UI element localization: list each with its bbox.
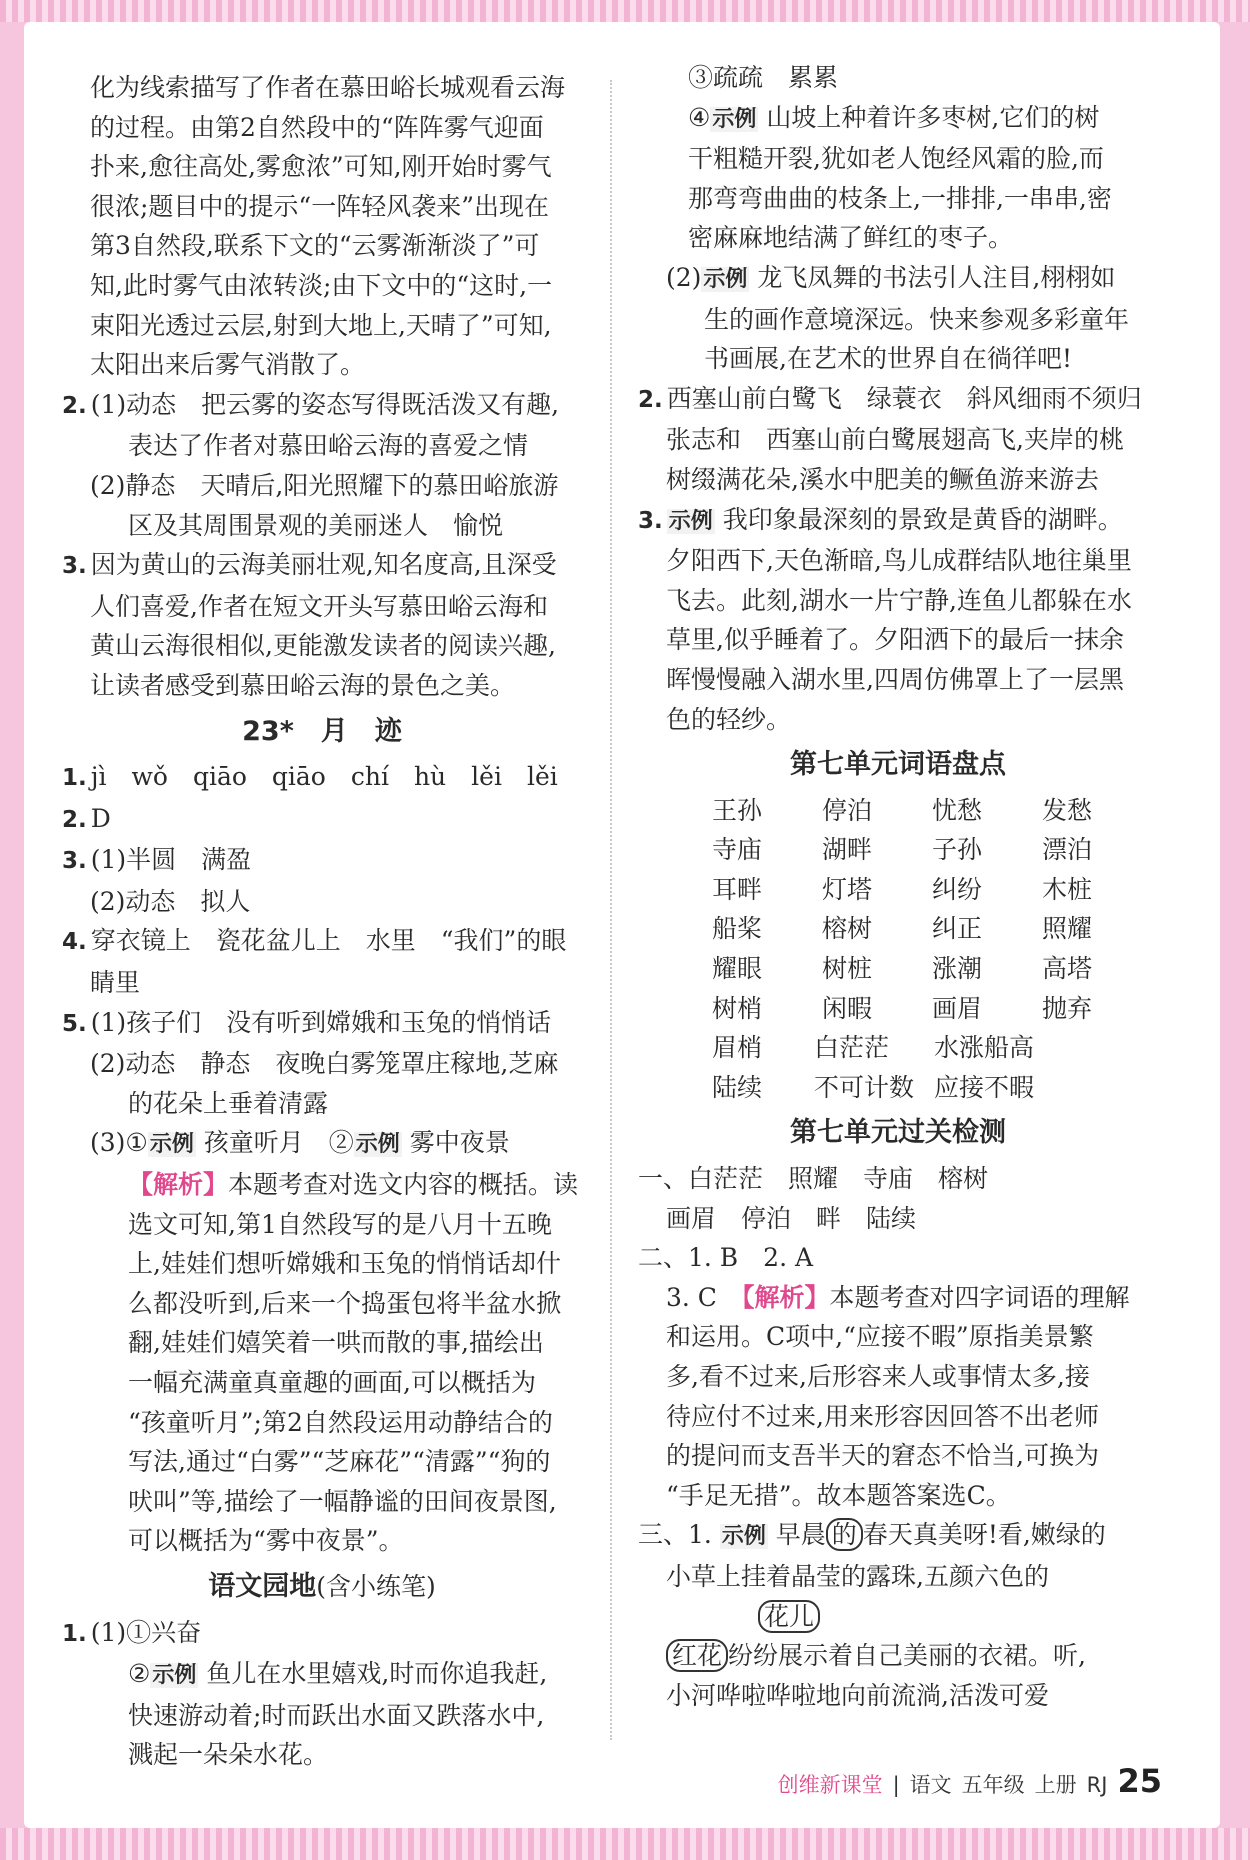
- question-number: 3.: [62, 553, 87, 580]
- word: 船桨: [712, 914, 763, 944]
- question-number: 5.: [62, 1010, 87, 1037]
- text-line: 可以概括为“雾中夜景”。: [128, 1526, 404, 1556]
- text-fragment: 三、1.: [638, 1520, 720, 1550]
- brand-name: 创维新课堂: [777, 1773, 883, 1797]
- question-number: 1.: [62, 1620, 87, 1647]
- right-column: [638, 58, 1158, 1715]
- text-fragment: (2): [666, 262, 702, 292]
- garden-answer-1: [62, 1613, 582, 1775]
- example-tag: 示例: [668, 508, 713, 534]
- garden-answer-3: [638, 500, 1158, 740]
- word: 子孙: [932, 835, 983, 865]
- text-line: 化为线索描写了作者在慕田峪长城观看云海: [90, 73, 566, 102]
- word: 树桩: [822, 954, 873, 984]
- word: 纠纷: [932, 874, 983, 904]
- word-grid: [638, 791, 1152, 1029]
- text-line: [62, 1654, 547, 1696]
- word: 榕树: [822, 914, 873, 944]
- s23-answer-4: [62, 921, 582, 1002]
- text-line: “手足无措”。故本题答案选C。: [666, 1480, 1011, 1510]
- example-tag: 示例: [152, 1663, 197, 1689]
- analysis-continued: [62, 68, 582, 385]
- text-line: 密麻麻地结满了鲜红的枣子。: [688, 223, 1014, 253]
- text-line: 上,娃娃们想听嫦娥和玉兔的悄悄话却什: [128, 1249, 561, 1279]
- word: 水涨船高: [934, 1033, 1035, 1063]
- text-line: 生的画作意境深远。快来参观多彩童年: [704, 304, 1130, 334]
- s23-answer-2: [62, 799, 582, 841]
- grade: 五年级: [961, 1773, 1025, 1797]
- text-line: [638, 1278, 1129, 1318]
- answer-2: [62, 385, 582, 545]
- text-line: (1)①兴奋: [90, 1617, 202, 1647]
- text-line: D: [90, 803, 111, 833]
- example-tag: 示例: [703, 266, 748, 292]
- word: 眉梢: [712, 1033, 763, 1063]
- text-fragment: 孩童听月 ②: [195, 1128, 354, 1158]
- word: 抛弃: [1042, 993, 1093, 1023]
- word-row-7: [638, 1028, 1158, 1068]
- word: 湖畔: [822, 835, 873, 865]
- text-fragment: 龙飞凤舞的书法引人注目,栩栩如: [749, 262, 1116, 292]
- word: 纠正: [932, 914, 983, 944]
- text-line: 一幅充满童真童趣的画面,可以概括为: [128, 1368, 536, 1397]
- word: 画眉: [932, 993, 983, 1023]
- text-line: 的花朵上垂着清露: [128, 1088, 329, 1118]
- s23-answer-5: [62, 1003, 582, 1165]
- garden-subtitle: (含小练笔): [316, 1571, 436, 1601]
- question-number: 2.: [62, 806, 87, 833]
- answer-3: [62, 545, 582, 705]
- text-line: “孩童听月”;第2自然段运用动静结合的: [128, 1407, 553, 1437]
- garden-title: 语文园地: [208, 1570, 317, 1602]
- section-title-test: 第七单元过关检测: [790, 1117, 1006, 1149]
- word: 木桩: [1042, 874, 1093, 904]
- question-number: 4.: [62, 929, 87, 956]
- text-line: 和运用。C项中,“应接不暇”原指美景繁: [666, 1322, 1094, 1352]
- garden-answer-2: [638, 379, 1158, 500]
- word: 不可计数: [814, 1072, 915, 1102]
- text-line: (2)静态 天晴后,阳光照耀下的慕田峪旅游: [90, 470, 559, 500]
- text-line: 表达了作者对慕田峪云海的喜爱之情: [128, 431, 529, 461]
- word: 白茫茫: [814, 1033, 890, 1063]
- section-title-23: 23* 月 迹: [242, 715, 402, 747]
- word: 漂泊: [1042, 835, 1093, 865]
- example-tag: 示例: [355, 1132, 400, 1158]
- insertion-mark: [638, 1597, 820, 1637]
- border-top: [0, 0, 1250, 22]
- text-line: 穿衣镜上 瓷花盆儿上 水里 “我们”的眼: [90, 926, 567, 956]
- text-fragment: 3. C: [666, 1282, 742, 1312]
- text-fragment: (3)①: [90, 1128, 148, 1158]
- word: 照耀: [1042, 914, 1093, 944]
- text-line: 张志和 西塞山前白鹭展翅高飞,夹岸的桃: [666, 425, 1124, 455]
- text-line: 二、1. B 2. A: [638, 1243, 814, 1273]
- text-line: 夕阳西下,天色渐暗,鸟儿成群结队地往巢里: [666, 546, 1132, 576]
- garden-answer-1-2: [638, 258, 1158, 379]
- section-title-garden: [62, 1567, 582, 1607]
- text-line: 翻,娃娃们嬉笑着一哄而散的事,描绘出: [128, 1328, 544, 1358]
- text-line: 吠叫”等,描绘了一幅静谧的田间夜景图,: [128, 1486, 557, 1516]
- test-part-2: [638, 1238, 1158, 1515]
- text-fragment: 纷纷展示着自己美丽的衣裙。听,: [728, 1641, 1086, 1671]
- text-line: 晖慢慢融入湖水里,四周仿佛罩上了一层黑: [666, 664, 1124, 694]
- question-number: 2.: [638, 386, 663, 413]
- text-line: [638, 1636, 1086, 1676]
- text-line: 我印象最深刻的景致是黄昏的湖畔。: [714, 504, 1123, 534]
- text-line: 溅起一朵朵水花。: [128, 1740, 329, 1770]
- word: 发愁: [1042, 795, 1093, 825]
- text-line: 束阳光透过云层,射到大地上,天晴了”可知,: [90, 310, 552, 340]
- word: 陆续: [712, 1072, 763, 1102]
- text-line: 区及其周围景观的美丽迷人 愉悦: [128, 510, 504, 540]
- word: 闲暇: [822, 993, 873, 1023]
- page-footer: [778, 1762, 1162, 1800]
- text-line: 的过程。由第2自然段中的“阵阵雾气迎面: [90, 112, 544, 142]
- text-fragment: 雾中夜景: [401, 1128, 510, 1158]
- text-line: 快速游动着;时而跃出水面又跌落水中,: [128, 1700, 545, 1730]
- question-number: 3.: [638, 507, 663, 534]
- text-line: 色的轻纱。: [666, 704, 792, 734]
- text-line: 书画展,在艺术的世界自在徜徉吧!: [704, 344, 1072, 374]
- example-tag: 示例: [149, 1132, 194, 1158]
- text-line: 画眉 停泊 畔 陆续: [666, 1203, 917, 1233]
- text-line: 本题考查对选文内容的概括。读: [228, 1170, 579, 1200]
- text-fragment: 鱼儿在水里嬉戏,时而你追我赶,: [198, 1659, 548, 1689]
- text-line: 黄山云海很相似,更能激发读者的阅读兴趣,: [90, 631, 556, 661]
- text-line: 干粗糙开裂,犹如老人饱经风霜的脸,而: [688, 144, 1104, 174]
- s23-analysis: [62, 1165, 582, 1561]
- word: 王孙: [712, 795, 763, 825]
- text-line: 多,看不过来,后形容来人或事情太多,接: [666, 1362, 1090, 1391]
- text-fragment: 真美呀!看,嫩绿的: [912, 1520, 1106, 1550]
- circled-word: 红花: [666, 1639, 728, 1672]
- edition: RJ: [1086, 1773, 1108, 1797]
- text-line: ③疏疏 累累: [688, 63, 839, 92]
- test-part-3: [638, 1515, 1158, 1715]
- text-line: (1)动态 把云雾的姿态写得既活泼又有趣,: [90, 389, 560, 419]
- text-line: [666, 263, 1115, 292]
- separator: |: [892, 1773, 900, 1797]
- subject: 语文: [909, 1773, 952, 1797]
- word: 寺庙: [712, 835, 763, 865]
- page-number: 25: [1117, 1762, 1162, 1800]
- text-line: 让读者感受到慕田峪云海的景色之美。: [90, 670, 516, 700]
- s23-answer-1: [62, 757, 582, 799]
- text-line: 知,此时雾气由浓转淡;由下文中的“这时,一: [90, 270, 553, 300]
- text-line: (2)动态 拟人: [90, 886, 251, 916]
- text-line: [62, 1123, 510, 1165]
- text-line: 写法,通过“白雾”“芝麻花”“清露”“狗的: [128, 1447, 551, 1477]
- left-column: [62, 68, 582, 1775]
- garden-continued: [638, 58, 1158, 258]
- text-fragment: 本题考查对四字词语的理解: [829, 1282, 1130, 1312]
- border-bottom: [0, 1828, 1250, 1860]
- word: 忧愁: [932, 795, 983, 825]
- text-fragment: 山坡上种着许多枣树,它们的树: [758, 102, 1100, 132]
- analysis-label: 【解析】: [741, 1282, 830, 1312]
- text-line: [638, 1520, 1106, 1549]
- analysis-label: 【解析】: [128, 1170, 229, 1200]
- question-number: 3.: [62, 848, 87, 875]
- pinyin-answers: jì wǒ qiāo qiāo chí hù lěi lěi: [90, 762, 558, 792]
- text-line: 草里,似乎睡着了。夕阳洒下的最后一抹余: [666, 625, 1124, 655]
- text-fragment: 早晨: [767, 1520, 826, 1550]
- text-line: 一、白茫茫 照耀 寺庙 榕树: [638, 1164, 989, 1194]
- column-divider: [610, 80, 612, 1740]
- text-line: 小草上挂着晶莹的露珠,五颜六色的: [666, 1561, 1049, 1591]
- text-line: (2)动态 静态 夜晚白雾笼罩庄稼地,芝麻: [90, 1049, 559, 1079]
- word: 涨潮: [932, 954, 983, 984]
- text-line: 人们喜爱,作者在短文开头写慕田峪云海和: [90, 591, 548, 621]
- term: 上册: [1034, 1773, 1077, 1797]
- text-line: 扑来,愈往高处,雾愈浓”可知,刚开始时雾气: [90, 152, 552, 182]
- text-line: 睛里: [90, 968, 141, 998]
- word: 耳畔: [712, 874, 763, 904]
- word: 应接不暇: [934, 1072, 1035, 1102]
- text-line: 第3自然段,联系下文的“云雾渐渐淡了”可: [90, 231, 540, 261]
- text-line: 那弯弯曲曲的枝条上,一排排,一串串,密: [688, 183, 1112, 213]
- question-number: 2.: [62, 392, 87, 419]
- word-row-8: [638, 1068, 1158, 1108]
- word: 耀眼: [712, 954, 763, 984]
- test-part-1: [638, 1159, 1158, 1238]
- text-line: 树缀满花朵,溪水中肥美的鳜鱼游来游去: [666, 464, 1099, 494]
- text-line: 西塞山前白鹭飞 绿蓑衣 斜风细雨不须归: [666, 383, 1142, 413]
- text-line: [688, 103, 1099, 132]
- text-fragment: 春天: [862, 1520, 913, 1550]
- question-number: 1.: [62, 765, 87, 792]
- s23-answer-3: [62, 840, 582, 921]
- text-line: 飞去。此刻,湖水一片宁静,连鱼儿都躲在水: [666, 585, 1132, 615]
- text-line: (1)半圆 满盈: [90, 845, 252, 875]
- inserted-word: 花儿: [758, 1600, 820, 1633]
- text-line: 很浓;题目中的提示“一阵轻风袭来”出现在: [90, 191, 549, 221]
- word: 树梢: [712, 993, 763, 1023]
- word: 停泊: [822, 795, 873, 825]
- text-fragment: ②: [128, 1659, 151, 1689]
- text-line: 么都没听到,后来一个捣蛋包将半盆水掀: [128, 1288, 561, 1318]
- text-line: 因为黄山的云海美丽壮观,知名度高,且深受: [90, 550, 557, 580]
- text-line: 选文可知,第1自然段写的是八月十五晚: [128, 1209, 552, 1239]
- text-line: 的提问而支吾半天的窘态不恰当,可换为: [666, 1441, 1099, 1471]
- circled-word: 的: [826, 1518, 863, 1551]
- text-fragment: ④: [688, 102, 711, 132]
- word: 灯塔: [822, 874, 873, 904]
- example-tag: 示例: [712, 106, 757, 132]
- example-tag: 示例: [721, 1524, 766, 1550]
- section-title-words: 第七单元词语盘点: [790, 749, 1006, 781]
- word: 高塔: [1042, 954, 1093, 984]
- text-line: 待应付不过来,用来形容因回答不出老师: [666, 1401, 1099, 1431]
- text-line: (1)孩子们 没有听到嫦娥和玉兔的悄悄话: [90, 1007, 552, 1037]
- text-line: 小河哗啦哗啦地向前流淌,活泼可爱: [666, 1680, 1049, 1710]
- text-line: 太阳出来后雾气消散了。: [90, 350, 366, 380]
